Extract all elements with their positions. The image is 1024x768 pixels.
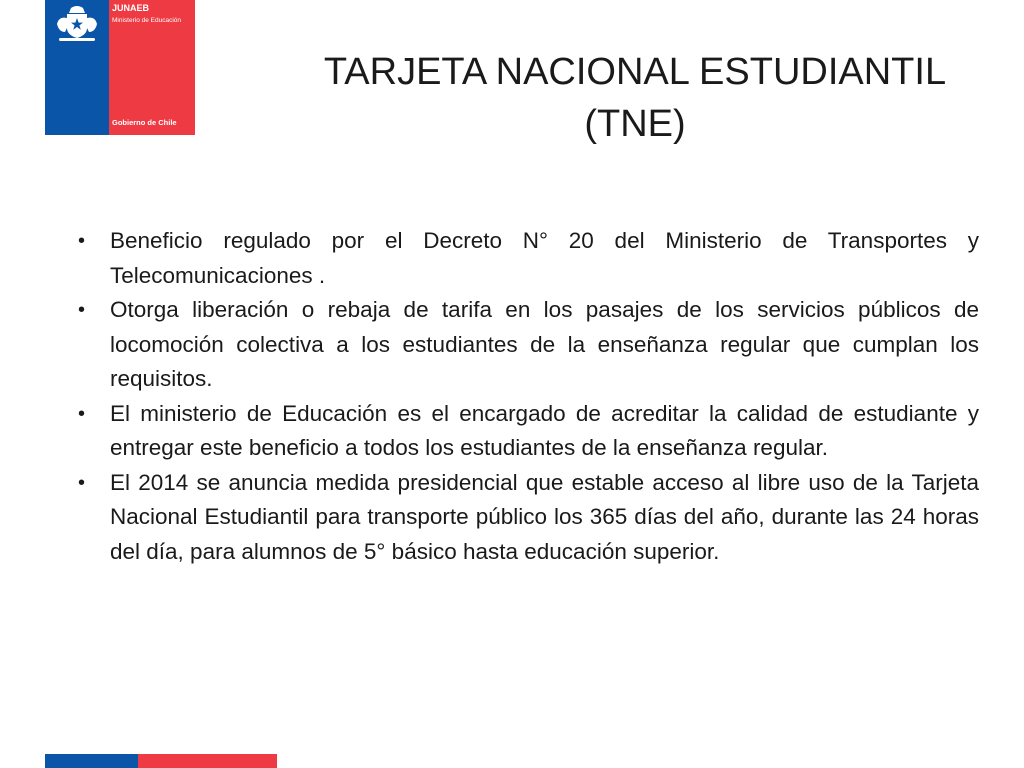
bottom-bar-blue [45, 754, 138, 768]
logo-government-name: Gobierno de Chile [112, 118, 177, 127]
junaeb-logo [45, 0, 195, 135]
bullet-text: Otorga liberación o rebaja de tarifa en los pasajes de los servicios públicos de locomoción colectiva a los estudiantes de la enseñanza regular que cumplan los requisitos. [110, 297, 979, 391]
bottom-bar-red [138, 754, 277, 768]
coat-of-arms-icon [51, 4, 103, 44]
bullet-list [78, 224, 979, 569]
bullet-item [78, 224, 979, 293]
bullet-text: El 2014 se anuncia medida presidencial que estable acceso al libre uso de la Tarjeta Nacional Estudiantil para transporte público los 365 días del año, durante las 24 horas del día, para alumnos de 5° básico hasta educación superior. [110, 469, 979, 564]
slide-title-line-2: (TNE) [584, 103, 686, 145]
bullet-item [78, 397, 979, 466]
bottom-color-bar [45, 754, 277, 768]
bullet-text: Beneficio regulado por el Decreto N° 20 del Ministerio de Transportes y Telecomunicaciones . [110, 228, 979, 288]
slide-title-line-1: TARJETA NACIONAL ESTUDIANTIL [323, 51, 947, 93]
bullet-icon: • [78, 230, 86, 252]
logo-agency-name: JUNAEB [112, 3, 150, 13]
slide-title [300, 46, 970, 150]
logo-ministry-name: Ministerio de Educación [112, 17, 182, 24]
bullet-item [78, 293, 979, 397]
bullet-icon: • [78, 471, 86, 494]
bullet-text: El ministerio de Educación es el encargado de acreditar la calidad de estudiante y entregar este beneficio a todos los estudiantes de la enseñanza regular. [110, 400, 979, 460]
bullet-icon: • [78, 402, 86, 425]
logo-blue-panel [45, 0, 109, 135]
bullet-item [78, 466, 979, 570]
bullet-icon: • [78, 299, 86, 321]
